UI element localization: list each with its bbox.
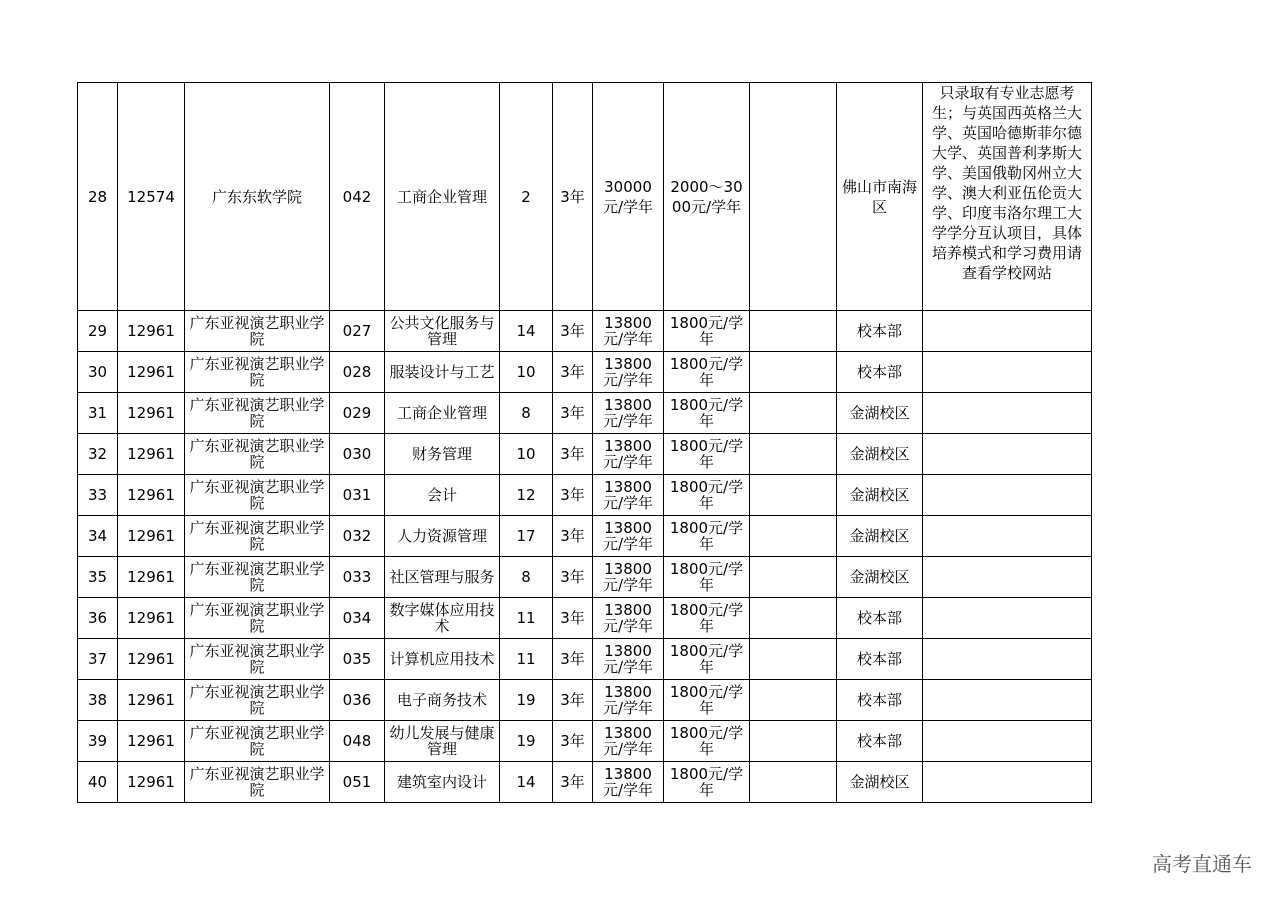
tuition-cell: 13800元/学年 <box>593 639 664 680</box>
school-code-cell: 12961 <box>118 516 185 557</box>
plan-count-cell: 8 <box>500 557 553 598</box>
table-row <box>78 680 1092 721</box>
school-code-cell: 12961 <box>118 598 185 639</box>
row-number-cell: 29 <box>78 311 118 352</box>
tuition-cell: 13800元/学年 <box>593 557 664 598</box>
plan-count-cell: 14 <box>500 311 553 352</box>
school-name-cell: 广东亚视演艺职业学院 <box>185 434 330 475</box>
major-code-cell: 035 <box>330 639 385 680</box>
watermark: 高考直通车 <box>1152 852 1252 876</box>
campus-cell: 校本部 <box>837 352 923 393</box>
note-cell <box>923 557 1092 598</box>
campus-cell: 金湖校区 <box>837 393 923 434</box>
table-body <box>78 83 1092 803</box>
row-number-cell: 31 <box>78 393 118 434</box>
tuition-cell: 13800元/学年 <box>593 721 664 762</box>
school-code-cell: 12961 <box>118 475 185 516</box>
row-number-cell: 37 <box>78 639 118 680</box>
lodging-fee-cell: 1800元/学年 <box>664 680 750 721</box>
plan-count-cell: 8 <box>500 393 553 434</box>
major-name-cell: 财务管理 <box>385 434 500 475</box>
duration-cell: 3年 <box>553 598 593 639</box>
lodging-fee-cell: 1800元/学年 <box>664 393 750 434</box>
table-row <box>78 639 1092 680</box>
row-number-cell: 39 <box>78 721 118 762</box>
blank-cell <box>750 762 837 803</box>
plan-count-cell: 11 <box>500 639 553 680</box>
blank-cell <box>750 516 837 557</box>
lodging-fee-cell: 1800元/学年 <box>664 598 750 639</box>
tuition-cell: 13800元/学年 <box>593 393 664 434</box>
duration-cell: 3年 <box>553 393 593 434</box>
school-name-cell: 广东亚视演艺职业学院 <box>185 352 330 393</box>
lodging-fee-cell: 1800元/学年 <box>664 557 750 598</box>
major-code-cell: 036 <box>330 680 385 721</box>
row-number-cell: 36 <box>78 598 118 639</box>
school-code-cell: 12961 <box>118 762 185 803</box>
table-row <box>78 721 1092 762</box>
lodging-fee-cell: 2000～3000元/学年 <box>664 83 750 311</box>
campus-cell: 校本部 <box>837 721 923 762</box>
major-code-cell: 028 <box>330 352 385 393</box>
school-code-cell: 12574 <box>118 83 185 311</box>
blank-cell <box>750 352 837 393</box>
school-code-cell: 12961 <box>118 721 185 762</box>
note-cell <box>923 311 1092 352</box>
school-code-cell: 12961 <box>118 680 185 721</box>
lodging-fee-cell: 1800元/学年 <box>664 352 750 393</box>
blank-cell <box>750 434 837 475</box>
school-name-cell: 广东亚视演艺职业学院 <box>185 311 330 352</box>
tuition-cell: 13800元/学年 <box>593 598 664 639</box>
major-name-cell: 社区管理与服务 <box>385 557 500 598</box>
plan-count-cell: 10 <box>500 352 553 393</box>
row-number-cell: 40 <box>78 762 118 803</box>
lodging-fee-cell: 1800元/学年 <box>664 762 750 803</box>
blank-cell <box>750 598 837 639</box>
note-cell <box>923 721 1092 762</box>
major-code-cell: 030 <box>330 434 385 475</box>
duration-cell: 3年 <box>553 639 593 680</box>
note-cell <box>923 680 1092 721</box>
school-code-cell: 12961 <box>118 434 185 475</box>
row-number-cell: 33 <box>78 475 118 516</box>
note-cell: 只录取有专业志愿考生；与英国西英格兰大学、英国哈德斯菲尔德大学、英国普利茅斯大学、美国俄勒冈州立大学、澳大利亚伍伦贡大学、印度韦洛尔理工大学学分互认项目，具体培养模式和学习费用请查看学校网站 <box>923 83 1092 311</box>
major-name-cell: 数字媒体应用技术 <box>385 598 500 639</box>
note-cell <box>923 516 1092 557</box>
major-name-cell: 工商企业管理 <box>385 83 500 311</box>
plan-count-cell: 17 <box>500 516 553 557</box>
table-row <box>78 83 1092 311</box>
note-cell <box>923 393 1092 434</box>
campus-cell: 金湖校区 <box>837 557 923 598</box>
duration-cell: 3年 <box>553 83 593 311</box>
row-number-cell: 35 <box>78 557 118 598</box>
blank-cell <box>750 475 837 516</box>
lodging-fee-cell: 1800元/学年 <box>664 434 750 475</box>
table-row <box>78 352 1092 393</box>
tuition-cell: 13800元/学年 <box>593 762 664 803</box>
enrollment-table <box>77 82 1092 803</box>
school-name-cell: 广东亚视演艺职业学院 <box>185 475 330 516</box>
duration-cell: 3年 <box>553 516 593 557</box>
note-cell <box>923 762 1092 803</box>
table-row <box>78 475 1092 516</box>
plan-count-cell: 14 <box>500 762 553 803</box>
school-code-cell: 12961 <box>118 352 185 393</box>
table-row <box>78 434 1092 475</box>
major-name-cell: 公共文化服务与管理 <box>385 311 500 352</box>
major-name-cell: 计算机应用技术 <box>385 639 500 680</box>
lodging-fee-cell: 1800元/学年 <box>664 311 750 352</box>
blank-cell <box>750 639 837 680</box>
blank-cell <box>750 680 837 721</box>
school-code-cell: 12961 <box>118 639 185 680</box>
duration-cell: 3年 <box>553 311 593 352</box>
major-name-cell: 工商企业管理 <box>385 393 500 434</box>
duration-cell: 3年 <box>553 352 593 393</box>
row-number-cell: 38 <box>78 680 118 721</box>
duration-cell: 3年 <box>553 721 593 762</box>
tuition-cell: 13800元/学年 <box>593 475 664 516</box>
blank-cell <box>750 721 837 762</box>
lodging-fee-cell: 1800元/学年 <box>664 721 750 762</box>
duration-cell: 3年 <box>553 762 593 803</box>
blank-cell <box>750 83 837 311</box>
school-name-cell: 广东亚视演艺职业学院 <box>185 639 330 680</box>
table-row <box>78 516 1092 557</box>
major-code-cell: 042 <box>330 83 385 311</box>
plan-count-cell: 2 <box>500 83 553 311</box>
school-name-cell: 广东亚视演艺职业学院 <box>185 762 330 803</box>
table-row <box>78 598 1092 639</box>
major-code-cell: 051 <box>330 762 385 803</box>
school-code-cell: 12961 <box>118 311 185 352</box>
table-row <box>78 762 1092 803</box>
school-name-cell: 广东亚视演艺职业学院 <box>185 393 330 434</box>
lodging-fee-cell: 1800元/学年 <box>664 475 750 516</box>
plan-count-cell: 11 <box>500 598 553 639</box>
duration-cell: 3年 <box>553 557 593 598</box>
school-name-cell: 广东亚视演艺职业学院 <box>185 598 330 639</box>
plan-count-cell: 19 <box>500 680 553 721</box>
lodging-fee-cell: 1800元/学年 <box>664 639 750 680</box>
blank-cell <box>750 311 837 352</box>
table-row <box>78 311 1092 352</box>
campus-cell: 金湖校区 <box>837 434 923 475</box>
blank-cell <box>750 393 837 434</box>
tuition-cell: 30000元/学年 <box>593 83 664 311</box>
tuition-cell: 13800元/学年 <box>593 352 664 393</box>
major-code-cell: 029 <box>330 393 385 434</box>
campus-cell: 金湖校区 <box>837 516 923 557</box>
major-code-cell: 027 <box>330 311 385 352</box>
school-name-cell: 广东东软学院 <box>185 83 330 311</box>
duration-cell: 3年 <box>553 680 593 721</box>
row-number-cell: 34 <box>78 516 118 557</box>
blank-cell <box>750 557 837 598</box>
tuition-cell: 13800元/学年 <box>593 516 664 557</box>
tuition-cell: 13800元/学年 <box>593 680 664 721</box>
major-name-cell: 人力资源管理 <box>385 516 500 557</box>
school-code-cell: 12961 <box>118 557 185 598</box>
major-name-cell: 服装设计与工艺 <box>385 352 500 393</box>
campus-cell: 校本部 <box>837 680 923 721</box>
major-code-cell: 031 <box>330 475 385 516</box>
campus-cell: 校本部 <box>837 311 923 352</box>
campus-cell: 校本部 <box>837 598 923 639</box>
campus-cell: 佛山市南海区 <box>837 83 923 311</box>
row-number-cell: 32 <box>78 434 118 475</box>
duration-cell: 3年 <box>553 434 593 475</box>
school-name-cell: 广东亚视演艺职业学院 <box>185 680 330 721</box>
major-code-cell: 032 <box>330 516 385 557</box>
campus-cell: 金湖校区 <box>837 475 923 516</box>
table-row <box>78 557 1092 598</box>
tuition-cell: 13800元/学年 <box>593 434 664 475</box>
school-name-cell: 广东亚视演艺职业学院 <box>185 721 330 762</box>
major-name-cell: 幼儿发展与健康管理 <box>385 721 500 762</box>
row-number-cell: 28 <box>78 83 118 311</box>
school-name-cell: 广东亚视演艺职业学院 <box>185 516 330 557</box>
plan-count-cell: 10 <box>500 434 553 475</box>
major-code-cell: 048 <box>330 721 385 762</box>
row-number-cell: 30 <box>78 352 118 393</box>
duration-cell: 3年 <box>553 475 593 516</box>
table-row <box>78 393 1092 434</box>
note-cell <box>923 598 1092 639</box>
tuition-cell: 13800元/学年 <box>593 311 664 352</box>
major-code-cell: 033 <box>330 557 385 598</box>
major-name-cell: 建筑室内设计 <box>385 762 500 803</box>
note-cell <box>923 475 1092 516</box>
note-cell <box>923 639 1092 680</box>
major-name-cell: 会计 <box>385 475 500 516</box>
note-cell <box>923 434 1092 475</box>
major-name-cell: 电子商务技术 <box>385 680 500 721</box>
plan-count-cell: 12 <box>500 475 553 516</box>
campus-cell: 校本部 <box>837 639 923 680</box>
plan-count-cell: 19 <box>500 721 553 762</box>
school-name-cell: 广东亚视演艺职业学院 <box>185 557 330 598</box>
major-code-cell: 034 <box>330 598 385 639</box>
lodging-fee-cell: 1800元/学年 <box>664 516 750 557</box>
school-code-cell: 12961 <box>118 393 185 434</box>
campus-cell: 金湖校区 <box>837 762 923 803</box>
note-cell <box>923 352 1092 393</box>
